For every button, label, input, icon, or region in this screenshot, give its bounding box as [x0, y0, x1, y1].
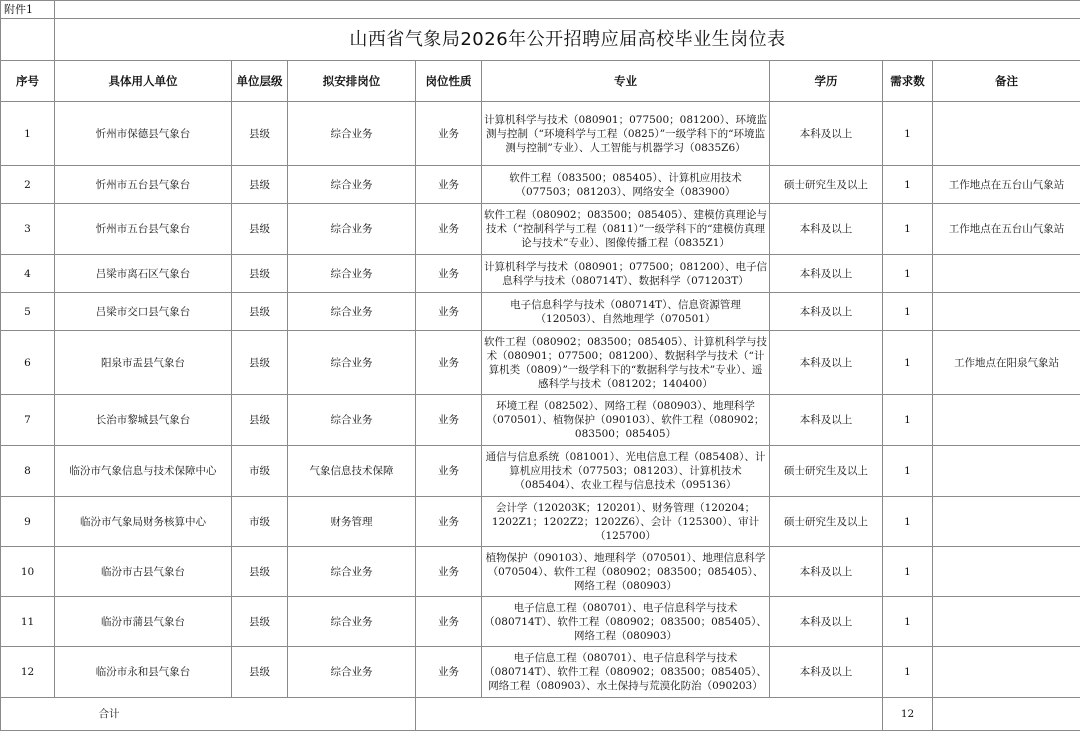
cell-seq: 2 [1, 166, 55, 204]
cell-unit: 长治市黎城县气象台 [55, 395, 232, 446]
cell-seq: 11 [1, 597, 55, 647]
header-major: 专业 [482, 61, 770, 102]
cell-major: 通信与信息系统（081001）、光电信息工程（085408）、计算机应用技术（077503；081203）、计算机技术（085404）、农业工程与信息技术（095136） [482, 446, 770, 497]
cell-level: 市级 [232, 497, 288, 547]
cell-level: 县级 [232, 547, 288, 597]
cell-seq: 1 [1, 102, 55, 166]
cell-edu: 硕士研究生及以上 [770, 446, 883, 497]
header-row [1, 61, 1080, 102]
table-row [1, 255, 1080, 293]
cell-nature: 业务 [416, 255, 482, 293]
cell-edu: 本科及以上 [770, 204, 883, 255]
cell-post: 综合业务 [288, 331, 416, 395]
cell-edu: 本科及以上 [770, 331, 883, 395]
cell-level: 县级 [232, 204, 288, 255]
cell-unit: 吕梁市离石区气象台 [55, 255, 232, 293]
cell-major: 计算机科学与技术（080901；077500；081200）、环境监测与控制（“环境科学与工程（0825）”一级学科下的“环境监测与控制”专业）、人工智能与机器学习（0835Z6） [482, 102, 770, 166]
title-blank-cell [1, 19, 55, 61]
cell-nature: 业务 [416, 331, 482, 395]
cell-note [933, 647, 1080, 698]
cell-seq: 7 [1, 395, 55, 446]
total-count: 12 [883, 698, 933, 731]
cell-nature: 业务 [416, 446, 482, 497]
table-row [1, 204, 1080, 255]
table-row [1, 446, 1080, 497]
cell-nature: 业务 [416, 293, 482, 331]
cell-post: 气象信息技术保障 [288, 446, 416, 497]
cell-count: 1 [883, 166, 933, 204]
cell-post: 财务管理 [288, 497, 416, 547]
cell-post: 综合业务 [288, 597, 416, 647]
cell-nature: 业务 [416, 166, 482, 204]
header-nature: 岗位性质 [416, 61, 482, 102]
cell-nature: 业务 [416, 647, 482, 698]
cell-unit: 忻州市五台县气象台 [55, 166, 232, 204]
table-row [1, 293, 1080, 331]
cell-note: 工作地点在阳泉气象站 [933, 331, 1080, 395]
cell-post: 综合业务 [288, 647, 416, 698]
table-row [1, 166, 1080, 204]
cell-note [933, 547, 1080, 597]
cell-level: 县级 [232, 255, 288, 293]
cell-unit: 忻州市五台县气象台 [55, 204, 232, 255]
cell-nature: 业务 [416, 204, 482, 255]
cell-unit: 吕梁市交口县气象台 [55, 293, 232, 331]
cell-major: 植物保护（090103）、地理科学（070501）、地理信息科学（070504）、软件工程（080902；083500；085405）、网络工程（080903） [482, 547, 770, 597]
cell-major: 软件工程（080902；083500；085405）、建模仿真理论与技术（“控制科学与工程（0811）”一级学科下的“建模仿真理论与技术”专业）、图像传播工程（0835Z1） [482, 204, 770, 255]
cell-unit: 阳泉市盂县气象台 [55, 331, 232, 395]
cell-level: 市级 [232, 446, 288, 497]
table-row [1, 497, 1080, 547]
cell-note [933, 293, 1080, 331]
cell-edu: 本科及以上 [770, 547, 883, 597]
cell-nature: 业务 [416, 597, 482, 647]
cell-major: 会计学（120203K；120201）、财务管理（120204；1202Z1；1202Z2；1202Z6）、会计（125300）、审计（125700） [482, 497, 770, 547]
cell-level: 县级 [232, 102, 288, 166]
cell-level: 县级 [232, 597, 288, 647]
cell-seq: 6 [1, 331, 55, 395]
cell-count: 1 [883, 547, 933, 597]
cell-edu: 本科及以上 [770, 255, 883, 293]
cell-post: 综合业务 [288, 255, 416, 293]
cell-post: 综合业务 [288, 204, 416, 255]
cell-post: 综合业务 [288, 293, 416, 331]
cell-unit: 临汾市蒲县气象台 [55, 597, 232, 647]
cell-major: 电子信息科学与技术（080714T）、信息资源管理（120503）、自然地理学（070501） [482, 293, 770, 331]
cell-major: 电子信息工程（080701）、电子信息科学与技术（080714T）、软件工程（080902；083500；085405）、网络工程（080903）、水土保持与荒漠化防治（090203） [482, 647, 770, 698]
attachment-row [1, 1, 1080, 19]
cell-note [933, 255, 1080, 293]
cell-level: 县级 [232, 647, 288, 698]
total-note-blank [933, 698, 1080, 731]
header-unit: 具体用人单位 [55, 61, 232, 102]
cell-unit: 临汾市气象局财务核算中心 [55, 497, 232, 547]
cell-edu: 本科及以上 [770, 647, 883, 698]
total-blank [416, 698, 883, 731]
cell-count: 1 [883, 102, 933, 166]
cell-count: 1 [883, 497, 933, 547]
title-row [1, 19, 1080, 61]
cell-edu: 本科及以上 [770, 102, 883, 166]
cell-count: 1 [883, 446, 933, 497]
cell-edu: 硕士研究生及以上 [770, 497, 883, 547]
cell-unit: 忻州市保德县气象台 [55, 102, 232, 166]
cell-nature: 业务 [416, 102, 482, 166]
cell-unit: 临汾市古县气象台 [55, 547, 232, 597]
cell-count: 1 [883, 331, 933, 395]
cell-note [933, 102, 1080, 166]
table-row [1, 597, 1080, 647]
cell-nature: 业务 [416, 497, 482, 547]
header-count: 需求数 [883, 61, 933, 102]
cell-seq: 10 [1, 547, 55, 597]
table-row [1, 395, 1080, 446]
cell-seq: 5 [1, 293, 55, 331]
cell-major: 软件工程（083500；085405）、计算机应用技术（077503；081203）、网络安全（083900） [482, 166, 770, 204]
cell-nature: 业务 [416, 547, 482, 597]
cell-seq: 12 [1, 647, 55, 698]
cell-level: 县级 [232, 166, 288, 204]
header-edu: 学历 [770, 61, 883, 102]
cell-major: 电子信息工程（080701）、电子信息科学与技术（080714T）、软件工程（080902；083500；085405）、网络工程（080903） [482, 597, 770, 647]
table-row [1, 102, 1080, 166]
cell-seq: 3 [1, 204, 55, 255]
table-row [1, 331, 1080, 395]
table-row [1, 647, 1080, 698]
cell-seq: 4 [1, 255, 55, 293]
cell-seq: 8 [1, 446, 55, 497]
cell-post: 综合业务 [288, 395, 416, 446]
cell-level: 县级 [232, 331, 288, 395]
cell-edu: 硕士研究生及以上 [770, 166, 883, 204]
cell-note: 工作地点在五台山气象站 [933, 204, 1080, 255]
header-seq: 序号 [1, 61, 55, 102]
cell-count: 1 [883, 204, 933, 255]
cell-level: 县级 [232, 293, 288, 331]
attachment-label: 附件1 [1, 1, 55, 19]
header-note: 备注 [933, 61, 1080, 102]
cell-count: 1 [883, 293, 933, 331]
cell-unit: 临汾市气象信息与技术保障中心 [55, 446, 232, 497]
attachment-blank [55, 1, 1080, 19]
cell-edu: 本科及以上 [770, 293, 883, 331]
total-label: 合计 [1, 698, 416, 731]
cell-seq: 9 [1, 497, 55, 547]
cell-count: 1 [883, 255, 933, 293]
cell-post: 综合业务 [288, 547, 416, 597]
cell-level: 县级 [232, 395, 288, 446]
page-title: 山西省气象局2026年公开招聘应届高校毕业生岗位表 [55, 19, 1080, 61]
cell-post: 综合业务 [288, 102, 416, 166]
cell-note [933, 446, 1080, 497]
cell-note [933, 597, 1080, 647]
cell-unit: 临汾市永和县气象台 [55, 647, 232, 698]
cell-count: 1 [883, 597, 933, 647]
cell-major: 环境工程（082502）、网络工程（080903）、地理科学（070501）、植物保护（090103）、软件工程（080902；083500；085405） [482, 395, 770, 446]
cell-count: 1 [883, 647, 933, 698]
cell-note [933, 395, 1080, 446]
cell-major: 计算机科学与技术（080901；077500；081200）、电子信息科学与技术（080714T）、数据科学（071203T） [482, 255, 770, 293]
cell-nature: 业务 [416, 395, 482, 446]
cell-major: 软件工程（080902；083500；085405）、计算机科学与技术（080901；077500；081200）、数据科学与技术（“计算机类（0809）”一级学科下的“数据科学与技术”专业）、遥感科学与技术（081202；140400） [482, 331, 770, 395]
cell-post: 综合业务 [288, 166, 416, 204]
cell-note: 工作地点在五台山气象站 [933, 166, 1080, 204]
total-row [1, 698, 1080, 731]
header-post: 拟安排岗位 [288, 61, 416, 102]
table-row [1, 547, 1080, 597]
cell-count: 1 [883, 395, 933, 446]
cell-edu: 本科及以上 [770, 597, 883, 647]
cell-edu: 本科及以上 [770, 395, 883, 446]
cell-note [933, 497, 1080, 547]
header-level: 单位层级 [232, 61, 288, 102]
